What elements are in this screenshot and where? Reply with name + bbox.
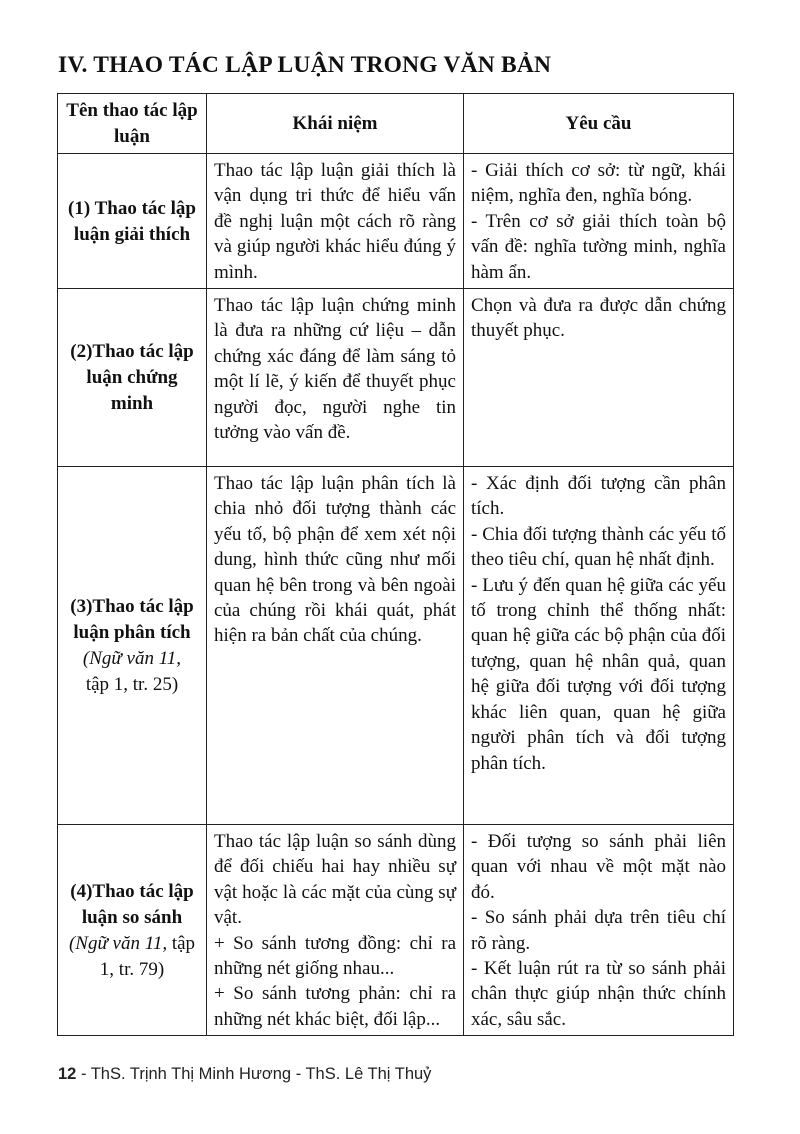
header-requirements: Yêu cầu bbox=[464, 94, 734, 154]
requirement-item: - Giải thích cơ sở: từ ngữ, khái niệm, nghĩa đen, nghĩa bóng. bbox=[471, 160, 726, 207]
requirement-item: - Xác định đối tượng cần phân tích. bbox=[471, 473, 726, 520]
concept-cell bbox=[207, 825, 464, 1036]
concept-line: + So sánh tương đồng: chỉ ra những nét giống nhau... bbox=[214, 932, 456, 980]
operation-name: (1) Thao tác lập luận giải thích bbox=[58, 154, 207, 289]
concept-line: Thao tác lập luận so sánh dùng để đối chiếu hai hay nhiều sự vật hoặc là các mặt của cùng sự vật. bbox=[214, 831, 456, 929]
concept-cell: Thao tác lập luận giải thích là vận dụng tri thức để hiểu vấn đề nghị luận một cách rõ ràng và giúp người khác hiểu đúng ý mình. bbox=[207, 154, 464, 289]
operation-name: (2)Thao tác lập luận chứng minh bbox=[58, 289, 207, 467]
requirements-cell bbox=[464, 467, 734, 825]
requirements-cell bbox=[464, 154, 734, 289]
requirements-cell bbox=[464, 825, 734, 1036]
requirement-item: - Đối tượng so sánh phải liên quan với nhau về một mặt nào đó. bbox=[471, 831, 726, 903]
operation-name-text: (4)Thao tác lập luận so sánh bbox=[70, 880, 194, 928]
footer-authors: - ThS. Trịnh Thị Minh Hương - ThS. Lê Thị Thuỷ bbox=[76, 1065, 432, 1083]
table-row bbox=[58, 154, 734, 289]
header-concept: Khái niệm bbox=[207, 94, 464, 154]
requirement-item: - Chia đối tượng thành các yếu tố theo tiêu chí, quan hệ nhất định. bbox=[471, 523, 726, 571]
textbook-reference: (Ngữ văn 11, bbox=[82, 648, 182, 670]
operation-name-text: (3)Thao tác lập luận phân tích bbox=[70, 596, 194, 644]
requirement-item: - Kết luận rút ra từ so sánh phải chân thực giúp nhận thức chính xác, sâu sắc. bbox=[471, 958, 726, 1030]
requirement-item: - Lưu ý đến quan hệ giữa các yếu tố trong chỉnh thể thống nhất: quan hệ giữa các bộ phận của đối tượng, quan hệ nhân quả, quan hệ giữa đối tượng với đối tượng khác liên quan, quan hệ giữa người phân tích và đối tượng phân tích. bbox=[471, 574, 726, 774]
argumentation-table bbox=[57, 93, 734, 1036]
table-row bbox=[58, 825, 734, 1036]
table-row bbox=[58, 289, 734, 467]
textbook-reference-page: tập 1, tr. 79) bbox=[99, 932, 196, 980]
requirement-item: Chọn và đưa ra được dẫn chứng thuyết phục. bbox=[471, 295, 726, 342]
page-footer bbox=[58, 1065, 431, 1084]
operation-name bbox=[58, 467, 207, 825]
requirement-item: - Trên cơ sở giải thích toàn bộ vấn đề: nghĩa tường minh, nghĩa hàm ẩn. bbox=[471, 210, 726, 283]
textbook-reference-page: tập 1, tr. 25) bbox=[85, 674, 179, 696]
page-number: 12 bbox=[58, 1065, 77, 1083]
table-header-row bbox=[58, 94, 734, 154]
concept-cell: Thao tác lập luận phân tích là chia nhỏ đối tượng thành các yếu tố, bộ phận để xem xét nội dung, hình thức cũng như mối quan hệ bên trong và bên ngoài của chúng rồi khái quát, phát hiện ra bản chất của chúng. bbox=[207, 467, 464, 825]
table-row bbox=[58, 467, 734, 825]
header-name: Tên thao tác lập luận bbox=[58, 94, 207, 154]
concept-line: + So sánh tương phản: chỉ ra những nét khác biệt, đối lập... bbox=[214, 983, 456, 1030]
requirements-cell bbox=[464, 289, 734, 467]
concept-cell: Thao tác lập luận chứng minh là đưa ra những cứ liệu – dẫn chứng xác đáng để làm sáng tỏ một lí lẽ, ý kiến để thuyết phục người đọc, người nghe tin tưởng vào vấn đề. bbox=[207, 289, 464, 467]
operation-name bbox=[58, 825, 207, 1036]
textbook-reference: (Ngữ văn 11, bbox=[68, 932, 168, 954]
page-title: IV. THAO TÁC LẬP LUẬN TRONG VĂN BẢN bbox=[58, 52, 552, 78]
requirement-item: - So sánh phải dựa trên tiêu chí rõ ràng. bbox=[471, 907, 726, 954]
